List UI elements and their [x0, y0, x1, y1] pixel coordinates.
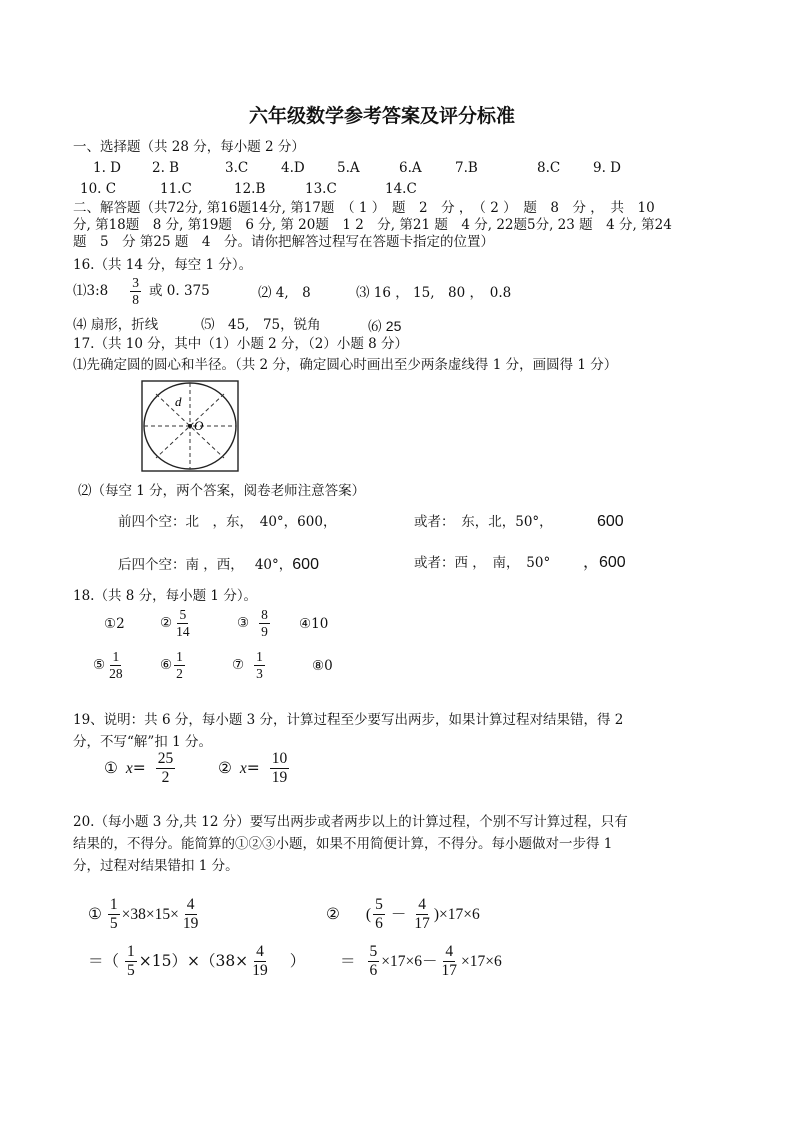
denominator: 5	[109, 915, 118, 933]
q17-part-2: ⑵（每空 1 分，两个答案，阅卷老师注意答案）	[78, 483, 366, 499]
choice-answer: 2. B	[152, 160, 180, 176]
q20-line: 分，过程对结果错扣 1 分。	[73, 858, 239, 874]
fraction	[259, 608, 270, 639]
q19-answer-1	[104, 751, 177, 787]
fraction	[130, 276, 141, 307]
q16-answer-6-prefix: ⑹	[368, 319, 382, 335]
q18-label: ⑦	[232, 656, 245, 673]
fraction	[107, 650, 125, 681]
choice-answer: 5.A	[337, 160, 360, 176]
q20-expression-4	[340, 944, 502, 980]
q20-expression-2	[326, 897, 480, 933]
denominator: 19	[252, 962, 268, 980]
q16-heading: 16.（共 14 分，每空 1 分）。	[73, 257, 253, 273]
q18-label: ⑤	[93, 656, 106, 673]
denominator: 3	[256, 666, 263, 682]
page-title: 六年级数学参考答案及评分标准	[249, 105, 516, 127]
q18-answer-1: ①2	[104, 616, 125, 632]
expression-text: ×17×6－	[381, 952, 438, 970]
choice-answer: 4.D	[281, 160, 305, 176]
denominator: 8	[132, 292, 139, 308]
expression-text: ＝	[340, 951, 356, 970]
numerator: 1	[125, 944, 137, 962]
fraction	[270, 751, 290, 787]
fraction	[373, 897, 385, 933]
numerator: 1	[174, 650, 185, 666]
numerator: 4	[254, 944, 266, 962]
q19-line: 分，不写“解”扣 1 分。	[73, 734, 212, 750]
denominator: 14	[176, 624, 190, 640]
expression-text: ×17×6	[461, 952, 502, 970]
paren: ）	[289, 951, 306, 970]
section-2-line: 二、解答题（共72分, 第16题14分, 第17题 （ 1 ） 题 2 分 ， （ 2 ） 题 8 分 ， 共 10	[73, 200, 655, 216]
denominator: 19	[271, 769, 288, 787]
numerator: 4	[443, 944, 455, 962]
fraction	[125, 944, 137, 980]
numerator: 5	[177, 608, 188, 624]
choice-answer: 1. D	[93, 160, 121, 176]
q18-label: ⑥	[160, 656, 173, 673]
q17-line-b-left	[118, 556, 319, 574]
expression-text: ＝（	[88, 951, 120, 970]
q19-label: ①	[104, 758, 118, 777]
q18-heading: 18.（共 8 分，每小题 1 分）。	[73, 588, 258, 604]
equals: =	[132, 758, 146, 777]
numerator: 3	[130, 276, 141, 292]
q16-answer-2: ⑵ 4, 8	[258, 285, 311, 301]
q18-answer-4: ④10	[299, 616, 329, 632]
q18-answer-7	[232, 650, 267, 681]
q16-answer-6	[368, 318, 401, 336]
variable: x	[239, 759, 247, 777]
circle-in-square-figure	[141, 380, 239, 472]
paren: (	[365, 905, 372, 923]
q17-line-b-value2: ，600	[583, 554, 626, 571]
center-label: O	[194, 418, 204, 433]
q20-label: ②	[326, 904, 340, 923]
denominator: 2	[176, 666, 183, 682]
choice-answer: 8.C	[537, 160, 561, 176]
q19-line: 19、说明：共 6 分，每小题 3 分，计算过程至少要写出两步，如果计算过程对结果错，得 2	[73, 712, 624, 728]
expression-text: ×38×15×	[121, 905, 179, 923]
choice-answer: 9. D	[593, 160, 621, 176]
q16-answer-1-suffix: 或 0. 375	[148, 282, 210, 299]
q19-label: ②	[218, 758, 232, 777]
fraction	[174, 608, 192, 639]
q20-expression-3	[88, 944, 305, 980]
section-1-heading: 一、选择题（共 28 分，每小题 2 分）	[73, 139, 305, 155]
numerator: 10	[270, 751, 290, 769]
numerator: 4	[416, 897, 428, 915]
denominator: 6	[369, 962, 378, 980]
fraction	[412, 897, 432, 933]
q17-line-a-left: 前四个空：北 ，东， 40°，600，	[118, 514, 337, 530]
q19-answer-2	[218, 751, 291, 787]
denominator: 19	[182, 915, 199, 933]
equals: =	[246, 758, 260, 777]
q20-line: 20.（每小题 3 分,共 12 分）要写出两步或者两步以上的计算过程，个别不写计算过程，只有	[73, 814, 628, 830]
fraction	[440, 944, 460, 980]
choice-answer: 13.C	[305, 181, 337, 197]
q16-answer-6-value: 25	[385, 318, 402, 334]
fraction	[250, 944, 270, 980]
q18-label: ③	[237, 614, 250, 631]
q17-line-b-text: 后四个空：南 ，西， 40°，	[118, 557, 293, 573]
q17-line-a-right: 或者： 东，北，50°，	[414, 514, 553, 530]
numerator: 25	[156, 751, 176, 769]
q20-line: 结果的，不得分。能简算的①②③小题，如果不用简便计算，不得分。每小题做对一步得 1	[73, 836, 613, 852]
q18-label: ②	[160, 614, 173, 631]
q16-answer-1-prefix: ⑴3:8	[73, 282, 109, 299]
q18-answer-3	[237, 608, 272, 639]
denominator: 17	[414, 915, 430, 933]
fraction	[368, 944, 380, 980]
expression-text: )×17×6	[433, 905, 480, 923]
choice-answer: 3.C	[225, 160, 249, 176]
choice-answer: 10. C	[80, 181, 117, 197]
numerator: 5	[368, 944, 380, 962]
numerator: 1	[110, 650, 121, 666]
q16-answer-1	[73, 276, 210, 307]
fraction	[156, 751, 176, 787]
diameter-label: d	[175, 394, 182, 409]
denominator: 17	[441, 962, 457, 980]
fraction	[108, 897, 120, 933]
denominator: 9	[261, 624, 268, 640]
q16-answer-5: ⑸ 45, 75，锐角	[201, 317, 321, 333]
section-2-line: 分, 第18题 8 分, 第19题 6 分, 第 20题 1 2 分, 第21 题 4 分, 22题5分, 23 题 4 分, 第24	[73, 217, 672, 233]
denominator: 28	[109, 666, 123, 682]
minus: －	[390, 904, 407, 923]
variable: x	[125, 759, 133, 777]
q16-answer-3: ⑶ 16 ， 15, 80 ， 0.8	[356, 285, 512, 301]
expression-text: ×15）×（38×	[138, 951, 249, 970]
choice-answer: 6.A	[399, 160, 422, 176]
q17-part-1: ⑴先确定圆的圆心和半径。（共 2 分，确定圆心时画出至少两条虚线得 1 分，画圆得 1 分）	[73, 357, 618, 373]
numerator: 8	[259, 608, 270, 624]
fraction	[174, 650, 185, 681]
numerator: 4	[185, 897, 197, 915]
denominator: 6	[375, 915, 383, 933]
numerator: 1	[108, 897, 120, 915]
numerator: 1	[254, 650, 265, 666]
q20-label: ①	[88, 904, 102, 923]
choice-answer: 11.C	[160, 181, 192, 197]
denominator: 5	[127, 962, 135, 980]
choice-answer: 7.B	[455, 160, 478, 176]
q18-answer-5	[93, 650, 127, 681]
choice-answer: 12.B	[234, 181, 266, 197]
q18-answer-6	[160, 650, 187, 681]
q17-heading: 17.（共 10 分，其中（1）小题 2 分，（2）小题 8 分）	[73, 336, 409, 352]
q18-answer-8: ⑧0	[312, 658, 333, 674]
q17-line-b-value: 600	[292, 556, 319, 573]
choice-answer: 14.C	[385, 181, 417, 197]
q18-answer-2	[160, 608, 194, 639]
q20-expression-1	[88, 897, 202, 933]
fraction	[181, 897, 201, 933]
q17-line-a-value: 600	[597, 513, 624, 530]
q16-answer-4: ⑷ 扇形，折线	[73, 317, 159, 333]
numerator: 5	[373, 897, 385, 915]
fraction	[254, 650, 265, 681]
section-2-line: 题 5 分 第25 题 4 分。请你把解答过程写在答题卡指定的位置）	[73, 234, 494, 250]
q17-line-b-right: 或者：西 ， 南， 50°	[414, 555, 551, 571]
denominator: 2	[161, 769, 170, 787]
